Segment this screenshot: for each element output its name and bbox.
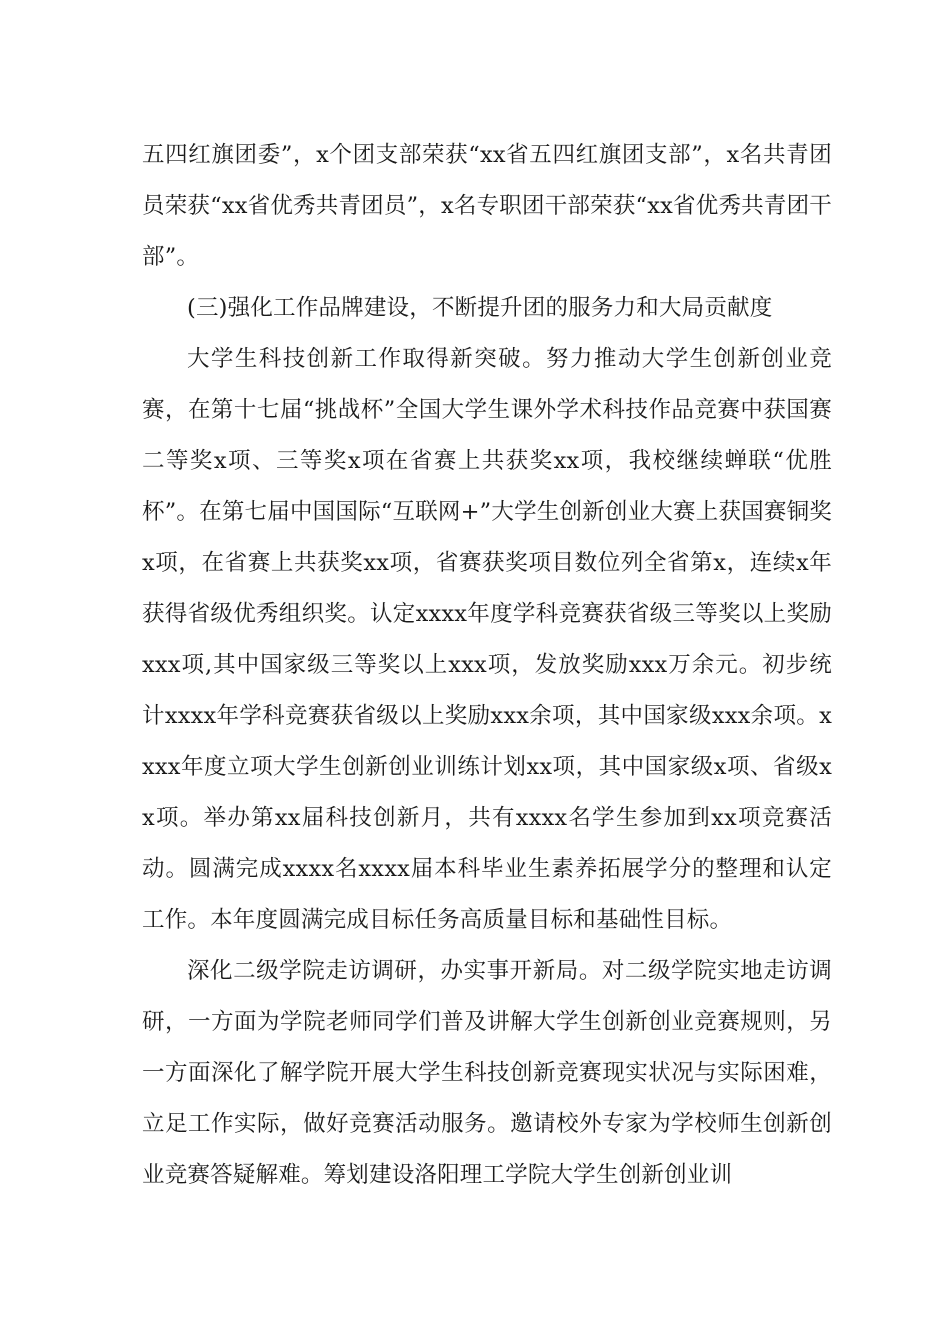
section-heading-3: (三)强化工作品牌建设，不断提升团的服务力和大局贡献度	[187, 295, 773, 321]
document-body	[142, 130, 832, 1201]
paragraph-tech-innovation: 大学生科技创新工作取得新突破。努力推动大学生创新创业竞赛，在第十七届“挑战杯”全国大学生课外学术科技作品竞赛中获国赛二等奖x项、三等奖x项在省赛上共获奖xx项，我校继续蝉联“优胜杯”。在第七届中国国际“互联网+”大学生创新创业大赛上获国赛铜奖x项，在省赛上共获奖xx项，省赛获奖项目数位列全省第x，连续x年获得省级优秀组织奖。认定xxxx年度学科竞赛获省级三等奖以上奖励xxx项,其中国家级三等奖以上xxx项，发放奖励xxx万余元。初步统计xxxx年学科竞赛获省级以上奖励xxx余项，其中国家级xxx余项。xxxx年度立项大学生创新创业训练计划xx项，其中国家级x项、省级xx项。举办第xx届科技创新月，共有xxxx名学生参加到xx项竞赛活动。圆满完成xxxx名xxxx届本科毕业生素养拓展学分的整理和认定工作。本年度圆满完成目标任务高质量目标和基础性目标。	[142, 346, 832, 933]
paragraph-honors-continued: 五四红旗团委”，x个团支部荣获“xx省五四红旗团支部”，x名共青团员荣获“xx省优秀共青团员”，x名专职团干部荣获“xx省优秀共青团干部”。	[142, 142, 832, 270]
paragraph-college-visits: 深化二级学院走访调研，办实事开新局。对二级学院实地走访调研，一方面为学院老师同学们普及讲解大学生创新创业竞赛规则，另一方面深化了解学院开展大学生科技创新竞赛现实状况与实际困难，立足工作实际，做好竞赛活动服务。邀请校外专家为学校师生创新创业竞赛答疑解难。筹划建设洛阳理工学院大学生创新创业训	[142, 958, 832, 1188]
